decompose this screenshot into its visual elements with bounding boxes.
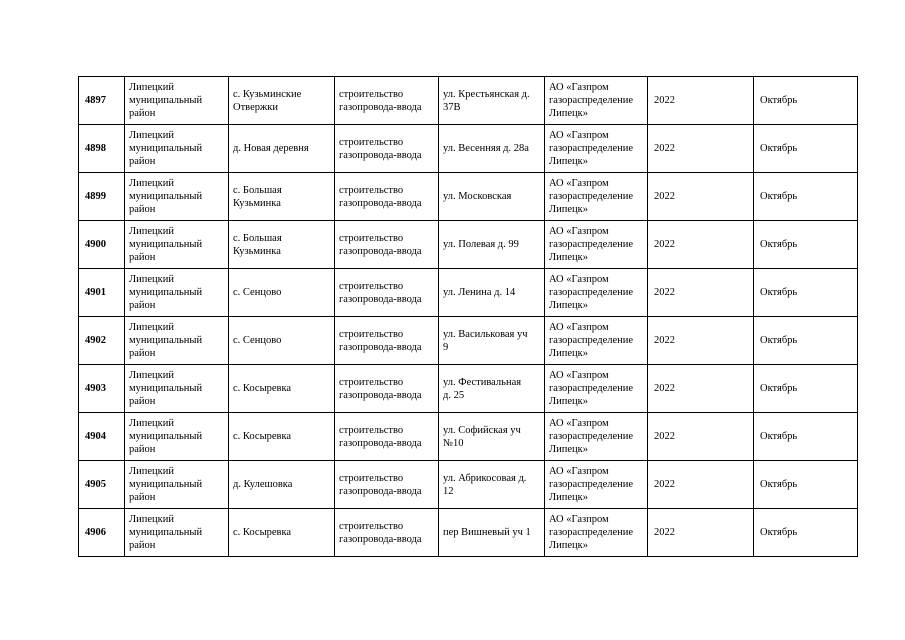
year-cell: 2022 [648,269,754,317]
locality-cell: с. Сенцово [229,269,335,317]
locality-cell: д. Кулешовка [229,461,335,509]
row-number: 4905 [79,461,125,509]
table-row [79,509,858,557]
table-row [79,77,858,125]
row-number: 4901 [79,269,125,317]
work-type-cell: строительство газопровода-ввода [335,365,439,413]
work-type-cell: строительство газопровода-ввода [335,77,439,125]
district-cell: Липецкий муниципальный район [125,413,229,461]
year-cell: 2022 [648,173,754,221]
work-type-cell: строительство газопровода-ввода [335,413,439,461]
table-body [79,77,858,557]
table-row [79,269,858,317]
organization-cell: АО «Газпром газораспределение Липецк» [545,509,648,557]
month-cell: Октябрь [754,509,858,557]
locality-cell: с. Большая Кузьминка [229,221,335,269]
address-cell: ул. Фестивальная д. 25 [439,365,545,413]
district-cell: Липецкий муниципальный район [125,317,229,365]
month-cell: Октябрь [754,221,858,269]
address-cell: ул. Васильковая уч 9 [439,317,545,365]
row-number: 4906 [79,509,125,557]
month-cell: Октябрь [754,269,858,317]
address-cell: пер Вишневый уч 1 [439,509,545,557]
work-type-cell: строительство газопровода-ввода [335,125,439,173]
year-cell: 2022 [648,413,754,461]
gas-connection-table [78,76,858,557]
locality-cell: с. Косыревка [229,509,335,557]
locality-cell: с. Большая Кузьминка [229,173,335,221]
row-number: 4897 [79,77,125,125]
year-cell: 2022 [648,125,754,173]
month-cell: Октябрь [754,173,858,221]
district-cell: Липецкий муниципальный район [125,365,229,413]
organization-cell: АО «Газпром газораспределение Липецк» [545,317,648,365]
work-type-cell: строительство газопровода-ввода [335,317,439,365]
row-number: 4904 [79,413,125,461]
month-cell: Октябрь [754,317,858,365]
organization-cell: АО «Газпром газораспределение Липецк» [545,365,648,413]
organization-cell: АО «Газпром газораспределение Липецк» [545,461,648,509]
work-type-cell: строительство газопровода-ввода [335,509,439,557]
address-cell: ул. Полевая д. 99 [439,221,545,269]
year-cell: 2022 [648,317,754,365]
month-cell: Октябрь [754,77,858,125]
table-row [79,413,858,461]
district-cell: Липецкий муниципальный район [125,125,229,173]
year-cell: 2022 [648,509,754,557]
year-cell: 2022 [648,365,754,413]
work-type-cell: строительство газопровода-ввода [335,269,439,317]
organization-cell: АО «Газпром газораспределение Липецк» [545,77,648,125]
month-cell: Октябрь [754,461,858,509]
row-number: 4900 [79,221,125,269]
work-type-cell: строительство газопровода-ввода [335,221,439,269]
year-cell: 2022 [648,221,754,269]
address-cell: ул. Московская [439,173,545,221]
table-row [79,125,858,173]
work-type-cell: строительство газопровода-ввода [335,461,439,509]
address-cell: ул. Весенняя д. 28а [439,125,545,173]
district-cell: Липецкий муниципальный район [125,221,229,269]
organization-cell: АО «Газпром газораспределение Липецк» [545,221,648,269]
district-cell: Липецкий муниципальный район [125,461,229,509]
district-cell: Липецкий муниципальный район [125,269,229,317]
organization-cell: АО «Газпром газораспределение Липецк» [545,269,648,317]
month-cell: Октябрь [754,365,858,413]
year-cell: 2022 [648,461,754,509]
month-cell: Октябрь [754,125,858,173]
row-number: 4898 [79,125,125,173]
district-cell: Липецкий муниципальный район [125,173,229,221]
row-number: 4903 [79,365,125,413]
address-cell: ул. Абрикосовая д. 12 [439,461,545,509]
address-cell: ул. Софийская уч №10 [439,413,545,461]
address-cell: ул. Ленина д. 14 [439,269,545,317]
table-row [79,365,858,413]
table-row [79,221,858,269]
work-type-cell: строительство газопровода-ввода [335,173,439,221]
row-number: 4902 [79,317,125,365]
organization-cell: АО «Газпром газораспределение Липецк» [545,125,648,173]
locality-cell: д. Новая деревня [229,125,335,173]
table-row [79,173,858,221]
table-row [79,317,858,365]
organization-cell: АО «Газпром газораспределение Липецк» [545,173,648,221]
year-cell: 2022 [648,77,754,125]
locality-cell: с. Сенцово [229,317,335,365]
locality-cell: с. Косыревка [229,413,335,461]
month-cell: Октябрь [754,413,858,461]
district-cell: Липецкий муниципальный район [125,509,229,557]
locality-cell: с. Косыревка [229,365,335,413]
row-number: 4899 [79,173,125,221]
district-cell: Липецкий муниципальный район [125,77,229,125]
organization-cell: АО «Газпром газораспределение Липецк» [545,413,648,461]
locality-cell: с. Кузьминские Отвержки [229,77,335,125]
address-cell: ул. Крестьянская д. 37В [439,77,545,125]
table-row [79,461,858,509]
